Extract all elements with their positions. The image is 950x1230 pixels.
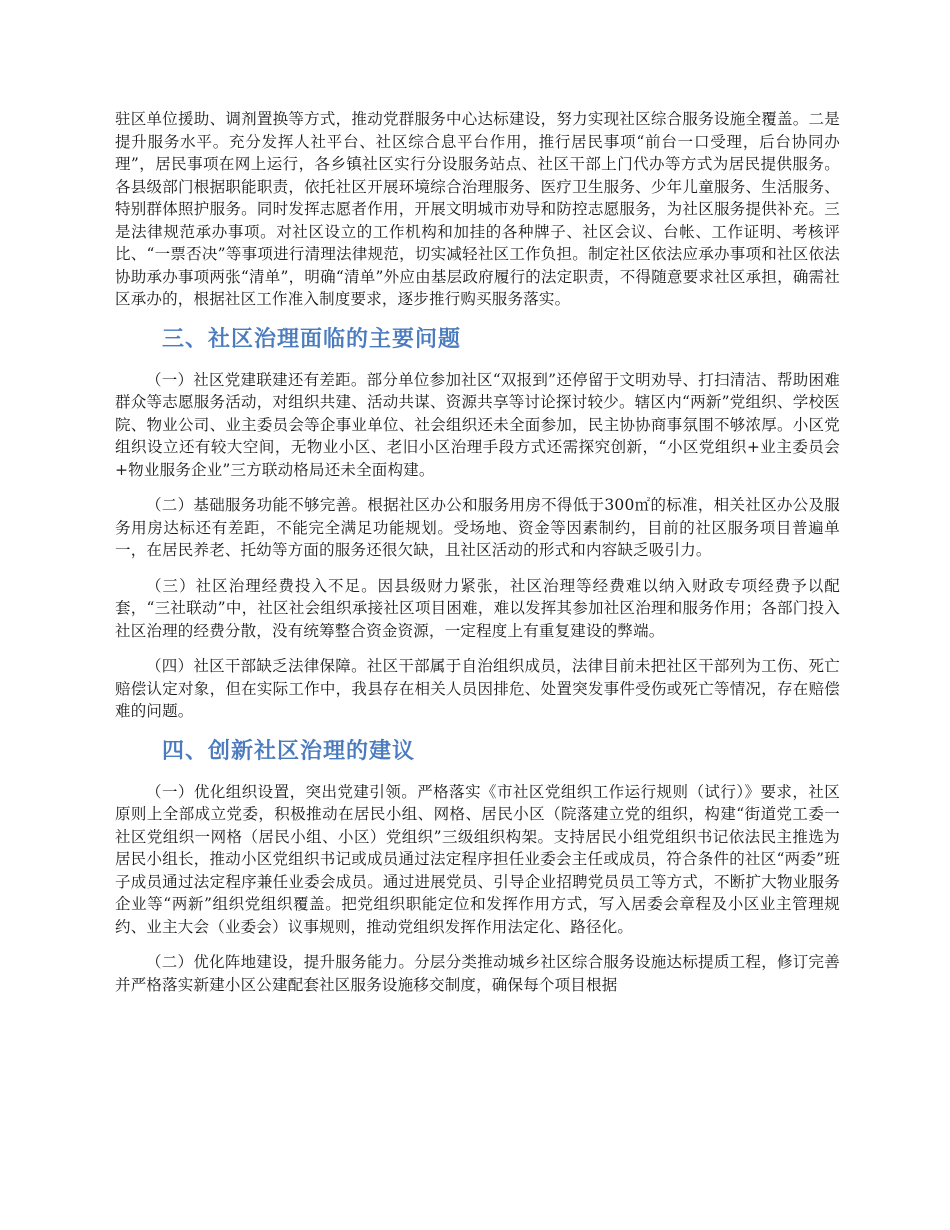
intro-paragraph: 驻区单位援助、调剂置换等方式，推动党群服务中心达标建设，努力实现社区综合服务设施全覆盖。二是提升服务水平。充分发挥人社平台、社区综合息平台作用，推行居民事项“前台一口受理，后台协同办理”，居民事项在网上运行，各乡镇社区实行分设服务站点、社区干部上门代办等方式为居民提供服务。各县级部门根据职能职责，依托社区开展环境综合治理服务、医疗卫生服务、少年儿童服务、生活服务、特别群体照护服务。同时发挥志愿者作用，开展文明城市劝导和防控志愿服务，为社区服务提供补充。三是法律规范承办事项。对社区设立的工作机构和加挂的各种牌子、社区会议、台帐、工作证明、考核评比、“一票否决”等事项进行清理法律规范，切实减轻社区工作负担。制定社区依法应承办事项和社区依法协助承办事项两张“清单”，明确“清单”外应由基层政府履行的法定职责，不得随意要求社区承担，确需社区承办的，根据社区工作准入制度要求，逐步推行购买服务落实。 xyxy=(115,110,840,308)
paragraph: （一）社区党建联建还有差距。部分单位参加社区“双报到”还停留于文明劝导、打扫清洁、帮助困难群众等志愿服务活动，对组织共建、活动共谋、资源共享等讨论探讨较少。辖区内“两新”党组织、学校医院、物业公司、业主委员会等企事业单位、社会组织还未全面参加，民主协协商事氛围不够浓厚。小区党组织设立还有较大空间，无物业小区、老旧小区治理手段方式还需探究创新，“小区党组织+业主委员会+物业服务企业”三方联动格局还未全面构建。 xyxy=(115,370,840,479)
document-page xyxy=(115,108,840,1009)
paragraph: （二）基础服务功能不够完善。根据社区办公和服务用房不得低于300㎡的标准，相关社区办公及服务用房达标还有差距，不能完全满足功能规划。受场地、资金等因素制约，目前的社区服务项目普遍单一，在居民养老、托幼等方面的服务还很欠缺，且社区活动的形式和内容缺乏吸引力。 xyxy=(115,496,840,559)
paragraph: （三）社区治理经费投入不足。因县级财力紧张，社区治理等经费难以纳入财政专项经费予以配套，“三社联动”中，社区社会组织承接社区项目困难，难以发挥其参加社区治理和服务作用；各部门投入社区治理的经费分散，没有统筹整合资金资源，一定程度上有重复建设的弊端。 xyxy=(115,576,840,640)
paragraph: （一）优化组织设置，突出党建引领。严格落实《市社区党组织工作运行规则（试行）》要求，社区原则上全部成立党委，积极推动在居民小组、网格、居民小区（院落建立党的组织，构建“街道党工委一社区党组织一网格（居民小组、小区）党组织”三级组织构架。支持居民小组党组织书记依法民主推选为居民小组长，推动小区党组织书记或成员通过法定程序担任业委会主任或成员，符合条件的社区“两委”班子成员通过法定程序兼任业委会成员。通过进展党员、引导企业招聘党员员工等方式，不断扩大物业服务企业等“两新”组织党组织覆盖。把党组织职能定位和发挥作用方式，写入居委会章程及小区业主管理规约、业主大会（业委会）议事规则，推动党组织发挥作用法定化、路径化。 xyxy=(115,782,840,936)
section-heading-suggestions: 四、创新社区治理的建议 xyxy=(162,738,416,764)
paragraph: （二）优化阵地建设，提升服务能力。分层分类推动城乡社区综合服务设施达标提质工程，修订完善并严格落实新建小区公建配套社区服务设施移交制度，确保每个项目根据 xyxy=(115,953,840,994)
section-heading-problems: 三、社区治理面临的主要问题 xyxy=(162,326,462,352)
paragraph: （四）社区干部缺乏法律保障。社区干部属于自治组织成员，法律目前未把社区干部列为工伤、死亡赔偿认定对象，但在实际工作中，我县存在相关人员因排危、处置突发事件受伤或死亡等情况，存在赔偿难的问题。 xyxy=(115,657,840,720)
